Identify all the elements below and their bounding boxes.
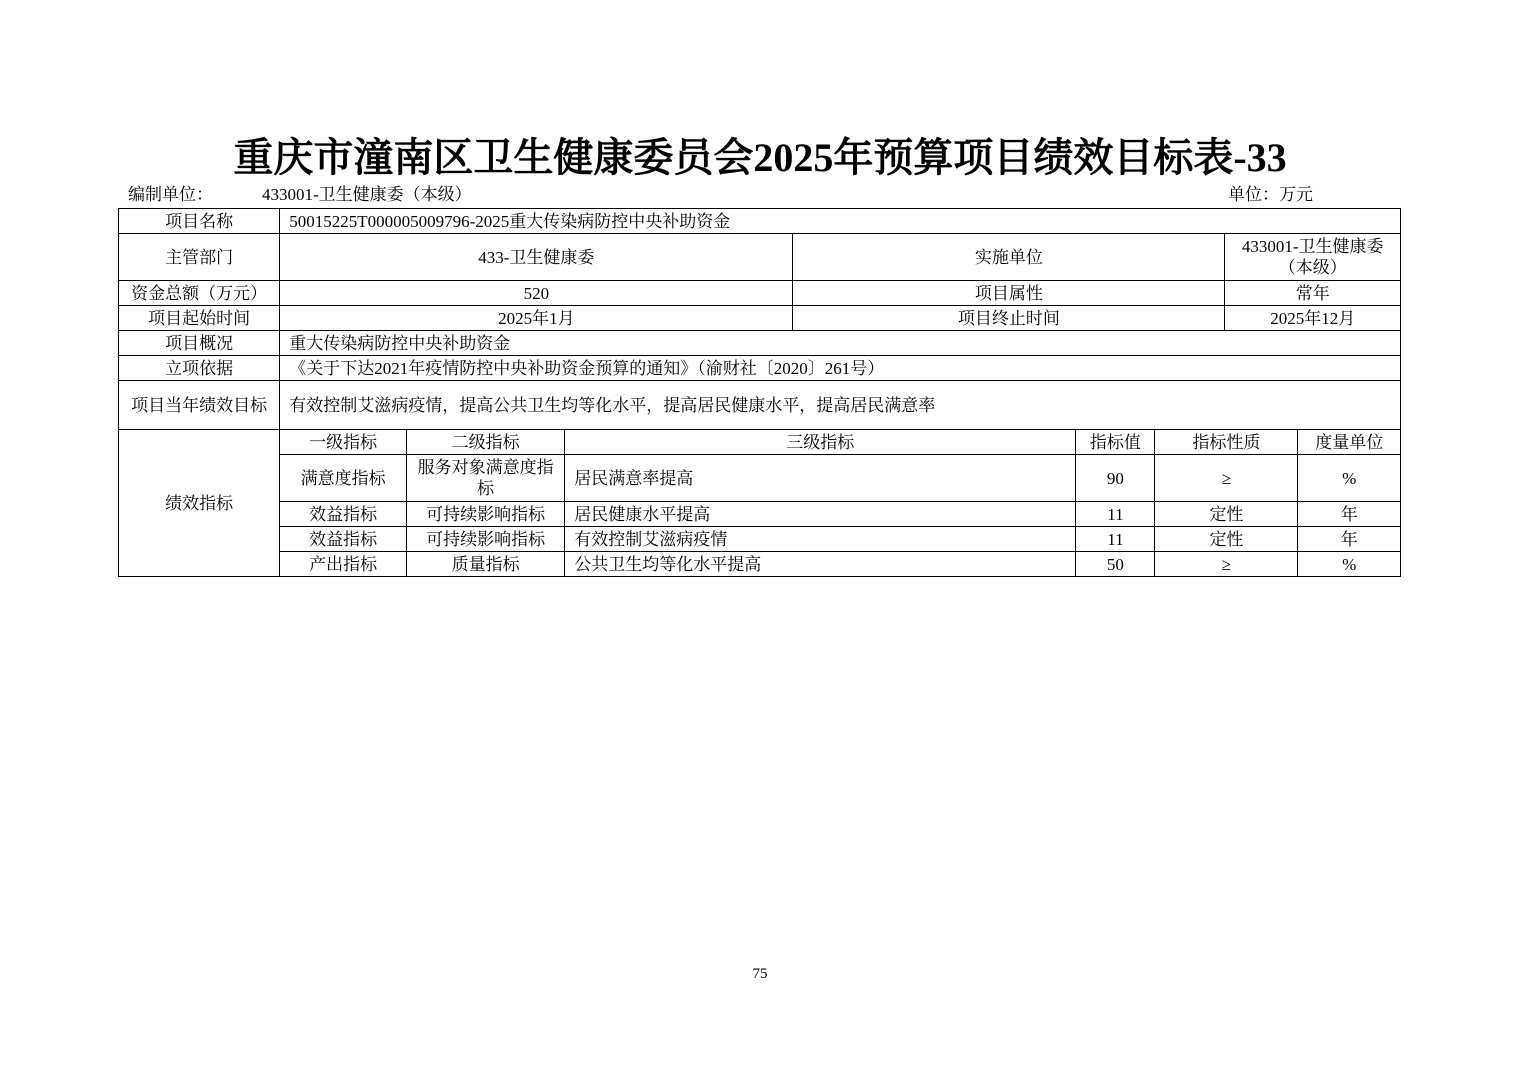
indicator-nature: ≥: [1155, 552, 1298, 577]
currency-unit: 单位：万元: [1228, 185, 1313, 204]
basis-label: 立项依据: [119, 356, 280, 381]
indicator-unit: 年: [1298, 527, 1401, 552]
indicator-level3: 居民满意率提高: [565, 455, 1076, 502]
indicator-row: [119, 552, 1401, 577]
indicator-level3: 公共卫生均等化水平提高: [565, 552, 1076, 577]
page-number: 75: [752, 966, 768, 982]
end-time-label: 项目终止时间: [793, 306, 1225, 331]
indicator-level3: 居民健康水平提高: [565, 502, 1076, 527]
annual-goal-value: 有效控制艾滋病疫情，提高公共卫生均等化水平，提高居民健康水平，提高居民满意率: [280, 381, 1401, 430]
row-project-name: [119, 209, 1401, 234]
project-name-value: 50015225T000005009796-2025重大传染病防控中央补助资金: [280, 209, 1401, 234]
implementing-unit-value: 433001-卫生健康委（本级）: [1225, 234, 1401, 281]
start-time-label: 项目起始时间: [119, 306, 280, 331]
indicator-value: 11: [1076, 502, 1155, 527]
project-name-label: 项目名称: [119, 209, 280, 234]
indicator-row: [119, 527, 1401, 552]
end-time-value: 2025年12月: [1225, 306, 1401, 331]
row-overview: [119, 331, 1401, 356]
overview-value: 重大传染病防控中央补助资金: [280, 331, 1401, 356]
indicator-header-row: [119, 430, 1401, 455]
header-level1: 一级指标: [280, 430, 407, 455]
row-dates: [119, 306, 1401, 331]
basis-value: 《关于下达2021年疫情防控中央补助资金预算的通知》（渝财社〔2020〕261号）: [280, 356, 1401, 381]
header-unit: 度量单位: [1298, 430, 1401, 455]
start-time-value: 2025年1月: [280, 306, 793, 331]
indicator-level1: 效益指标: [280, 502, 407, 527]
project-attribute-value: 常年: [1225, 281, 1401, 306]
header-value: 指标值: [1076, 430, 1155, 455]
header-nature: 指标性质: [1155, 430, 1298, 455]
page-title: 重庆市潼南区卫生健康委员会2025年预算项目绩效目标表-33: [233, 135, 1287, 180]
row-department: [119, 234, 1401, 281]
compiling-unit-value: 433001-卫生健康委（本级）: [262, 185, 472, 204]
total-funds-label: 资金总额（万元）: [119, 281, 280, 306]
department-label: 主管部门: [119, 234, 280, 281]
indicator-nature: 定性: [1155, 502, 1298, 527]
annual-goal-label: 项目当年绩效目标: [119, 381, 280, 430]
indicator-level2: 可持续影响指标: [407, 502, 565, 527]
indicator-nature: ≥: [1155, 455, 1298, 502]
indicator-unit: %: [1298, 552, 1401, 577]
indicator-level1: 产出指标: [280, 552, 407, 577]
header-level2: 二级指标: [407, 430, 565, 455]
indicators-section-label: 绩效指标: [119, 430, 280, 577]
indicator-row: [119, 502, 1401, 527]
indicator-unit: 年: [1298, 502, 1401, 527]
indicator-value: 50: [1076, 552, 1155, 577]
indicator-level1: 效益指标: [280, 527, 407, 552]
row-funds: [119, 281, 1401, 306]
compiling-unit: [128, 184, 472, 206]
overview-label: 项目概况: [119, 331, 280, 356]
indicator-row: [119, 455, 1401, 502]
total-funds-value: 520: [280, 281, 793, 306]
indicator-level2: 质量指标: [407, 552, 565, 577]
row-goal: [119, 381, 1401, 430]
compiling-unit-label: 编制单位：: [128, 185, 213, 204]
department-value: 433-卫生健康委: [280, 234, 793, 281]
indicator-value: 11: [1076, 527, 1155, 552]
indicator-nature: 定性: [1155, 527, 1298, 552]
header-level3: 三级指标: [565, 430, 1076, 455]
indicator-level2: 服务对象满意度指标: [407, 455, 565, 502]
performance-table: [118, 208, 1401, 577]
row-basis: [119, 356, 1401, 381]
indicator-value: 90: [1076, 455, 1155, 502]
indicator-level2: 可持续影响指标: [407, 527, 565, 552]
implementing-unit-label: 实施单位: [793, 234, 1225, 281]
project-attribute-label: 项目属性: [793, 281, 1225, 306]
indicator-level1: 满意度指标: [280, 455, 407, 502]
indicator-unit: %: [1298, 455, 1401, 502]
indicator-level3: 有效控制艾滋病疫情: [565, 527, 1076, 552]
